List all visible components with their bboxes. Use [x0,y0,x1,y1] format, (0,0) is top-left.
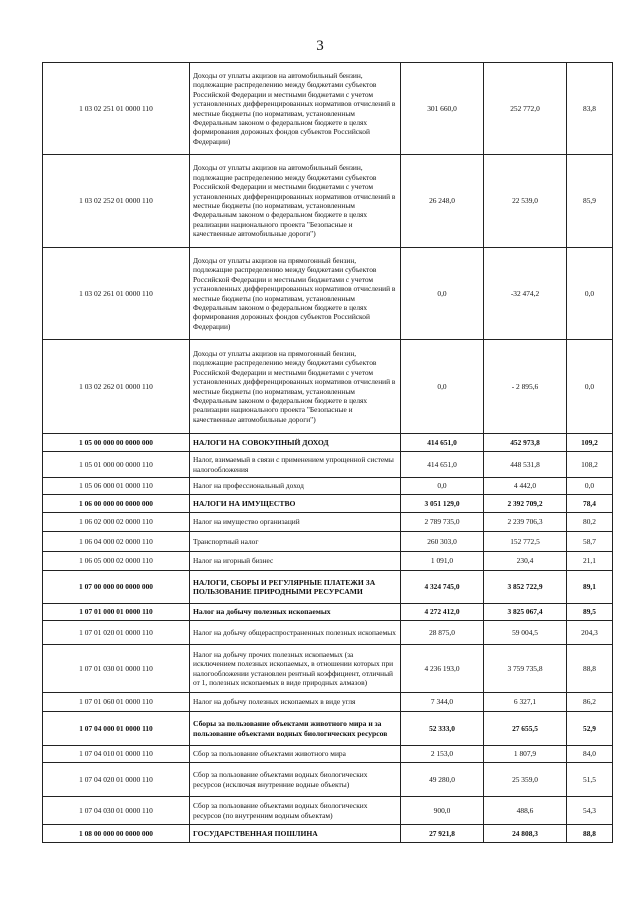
row-fact: 2 392 709,2 [484,495,567,513]
row-percent: 89,5 [567,604,613,621]
row-plan: 260 303,0 [401,532,484,552]
row-percent: 109,2 [567,434,613,452]
row-code: 1 03 02 261 01 0000 110 [43,248,190,340]
row-fact: 152 772,5 [484,532,567,552]
table-row [43,571,613,604]
row-percent: 83,8 [567,63,613,155]
row-name: Сбор за пользование объектами животного мира [190,746,401,763]
row-name: Сбор за пользование объектами водных биологических ресурсов (исключая внутренние водные объекты) [190,763,401,797]
row-plan: 1 091,0 [401,552,484,571]
row-percent: 21,1 [567,552,613,571]
row-plan: 0,0 [401,340,484,434]
row-plan: 414 651,0 [401,452,484,478]
table-row [43,825,613,843]
row-percent: 52,9 [567,712,613,746]
row-name: Сбор за пользование объектами водных биологических ресурсов (по внутренним водным объектам) [190,797,401,825]
row-plan: 4 272 412,0 [401,604,484,621]
row-code: 1 03 02 251 01 0000 110 [43,63,190,155]
row-code: 1 07 00 000 00 0000 000 [43,571,190,604]
table-row [43,693,613,712]
row-percent: 89,1 [567,571,613,604]
row-percent: 88,8 [567,645,613,693]
table-row [43,604,613,621]
row-name: Налог на добычу полезных ископаемых в виде угля [190,693,401,712]
row-code: 1 07 04 000 01 0000 110 [43,712,190,746]
row-fact: 252 772,0 [484,63,567,155]
row-name: Налог на игорный бизнес [190,552,401,571]
row-percent: 0,0 [567,340,613,434]
row-code: 1 06 04 000 02 0000 110 [43,532,190,552]
row-percent: 0,0 [567,478,613,495]
row-code: 1 07 01 020 01 0000 110 [43,621,190,645]
row-fact: 4 442,0 [484,478,567,495]
row-plan: 3 051 129,0 [401,495,484,513]
row-fact: 3 825 067,4 [484,604,567,621]
table-row [43,712,613,746]
row-fact: 488,6 [484,797,567,825]
row-plan: 2 153,0 [401,746,484,763]
row-name: НАЛОГИ НА СОВОКУПНЫЙ ДОХОД [190,434,401,452]
row-percent: 78,4 [567,495,613,513]
row-code: 1 03 02 252 01 0000 110 [43,155,190,248]
row-fact: 25 359,0 [484,763,567,797]
row-fact: 448 531,8 [484,452,567,478]
table-row [43,340,613,434]
row-code: 1 07 01 000 01 0000 110 [43,604,190,621]
row-code: 1 08 00 000 00 0000 000 [43,825,190,843]
row-plan: 900,0 [401,797,484,825]
row-percent: 54,3 [567,797,613,825]
row-percent: 84,0 [567,746,613,763]
row-name: Доходы от уплаты акцизов на автомобильный бензин, подлежащие распределению между бюджетами субъектов Российской Федерации и местными бюджетами с учетом установленных дифференцированных нормативов отчислений в местные бюджеты (по нормативам, установленным Федеральным законом о федеральном бюджете в целях формирования дорожных фондов субъектов Российской Федерации) [190,63,401,155]
row-name: НАЛОГИ, СБОРЫ И РЕГУЛЯРНЫЕ ПЛАТЕЖИ ЗА ПОЛЬЗОВАНИЕ ПРИРОДНЫМИ РЕСУРСАМИ [190,571,401,604]
row-fact: 6 327,1 [484,693,567,712]
row-name: Налог на имущество организаций [190,513,401,532]
row-plan: 28 875,0 [401,621,484,645]
row-plan: 7 344,0 [401,693,484,712]
row-percent: 85,9 [567,155,613,248]
row-name: Доходы от уплаты акцизов на автомобильный бензин, подлежащие распределению между бюджетами субъектов Российской Федерации и местными бюджетами с учетом установленных дифференцированных нормативов отчислений в местные бюджеты (по нормативам, установленным Федеральным законом о федеральном бюджете в целях реализации национального проекта "Безопасные и качественные автомобильные дороги") [190,155,401,248]
row-plan: 301 660,0 [401,63,484,155]
table-row [43,797,613,825]
row-code: 1 05 06 000 01 0000 110 [43,478,190,495]
row-fact: 452 973,8 [484,434,567,452]
row-fact: 59 004,5 [484,621,567,645]
row-fact: 2 239 706,3 [484,513,567,532]
table-row [43,532,613,552]
row-percent: 80,2 [567,513,613,532]
revenue-table-body [43,63,613,843]
row-code: 1 06 05 000 02 0000 110 [43,552,190,571]
row-code: 1 05 01 000 00 0000 110 [43,452,190,478]
row-fact: 24 808,3 [484,825,567,843]
row-code: 1 07 04 030 01 0000 110 [43,797,190,825]
row-plan: 4 324 745,0 [401,571,484,604]
row-percent: 204,3 [567,621,613,645]
row-code: 1 05 00 000 00 0000 000 [43,434,190,452]
row-plan: 414 651,0 [401,434,484,452]
row-plan: 52 333,0 [401,712,484,746]
table-row [43,495,613,513]
row-fact: 1 807,9 [484,746,567,763]
row-fact: 22 539,0 [484,155,567,248]
row-percent: 0,0 [567,248,613,340]
revenue-table [42,62,613,843]
row-fact: -32 474,2 [484,248,567,340]
row-code: 1 03 02 262 01 0000 110 [43,340,190,434]
row-name: Доходы от уплаты акцизов на прямогонный бензин, подлежащие распределению между бюджетами субъектов Российской Федерации и местными бюджетами с учетом установленных дифференцированных нормативов отчислений в местные бюджеты (по нормативам, установленным Федеральным законом о федеральном бюджете в целях формирования дорожных фондов субъектов Российской Федерации) [190,248,401,340]
table-row [43,763,613,797]
row-fact: - 2 895,6 [484,340,567,434]
table-row [43,552,613,571]
row-name: Доходы от уплаты акцизов на прямогонный бензин, подлежащие распределению между бюджетами субъектов Российской Федерации и местными бюджетами с учетом установленных дифференцированных нормативов отчислений в местные бюджеты (по нормативам, установленным Федеральным законом о федеральном бюджете в целях реализации национального проекта "Безопасные и качественные автомобильные дороги") [190,340,401,434]
table-row [43,434,613,452]
row-name: НАЛОГИ НА ИМУЩЕСТВО [190,495,401,513]
row-code: 1 07 01 030 01 0000 110 [43,645,190,693]
row-code: 1 07 01 060 01 0000 110 [43,693,190,712]
table-row [43,478,613,495]
row-plan: 26 248,0 [401,155,484,248]
row-name: Транспортный налог [190,532,401,552]
row-percent: 51,5 [567,763,613,797]
row-plan: 27 921,8 [401,825,484,843]
row-plan: 0,0 [401,478,484,495]
row-name: Налог на добычу прочих полезных ископаемых (за исключением полезных ископаемых, в отношении которых при налогообложении установлен рентный коэффициент, отличный от 1, полезных ископаемых в виде природных алмазов) [190,645,401,693]
row-name: Налог на добычу общераспространенных полезных ископаемых [190,621,401,645]
page-number: 3 [316,38,324,54]
row-name: ГОСУДАРСТВЕННАЯ ПОШЛИНА [190,825,401,843]
table-row [43,63,613,155]
row-percent: 86,2 [567,693,613,712]
row-name: Налог, взимаемый в связи с применением упрощенной системы налогообложения [190,452,401,478]
row-plan: 49 280,0 [401,763,484,797]
table-row [43,746,613,763]
row-fact: 3 852 722,9 [484,571,567,604]
row-name: Налог на профессиональный доход [190,478,401,495]
row-percent: 58,7 [567,532,613,552]
row-plan: 0,0 [401,248,484,340]
table-row [43,155,613,248]
table-row [43,621,613,645]
row-name: Налог на добычу полезных ископаемых [190,604,401,621]
row-percent: 88,8 [567,825,613,843]
table-row [43,452,613,478]
row-fact: 27 655,5 [484,712,567,746]
row-code: 1 07 04 020 01 0000 110 [43,763,190,797]
row-percent: 108,2 [567,452,613,478]
table-row [43,248,613,340]
table-row [43,645,613,693]
row-plan: 4 236 193,0 [401,645,484,693]
row-fact: 230,4 [484,552,567,571]
table-row [43,513,613,532]
row-fact: 3 759 735,8 [484,645,567,693]
row-code: 1 07 04 010 01 0000 110 [43,746,190,763]
row-plan: 2 789 735,0 [401,513,484,532]
row-code: 1 06 00 000 00 0000 000 [43,495,190,513]
row-name: Сборы за пользование объектами животного мира и за пользование объектами водных биологических ресурсов [190,712,401,746]
row-code: 1 06 02 000 02 0000 110 [43,513,190,532]
